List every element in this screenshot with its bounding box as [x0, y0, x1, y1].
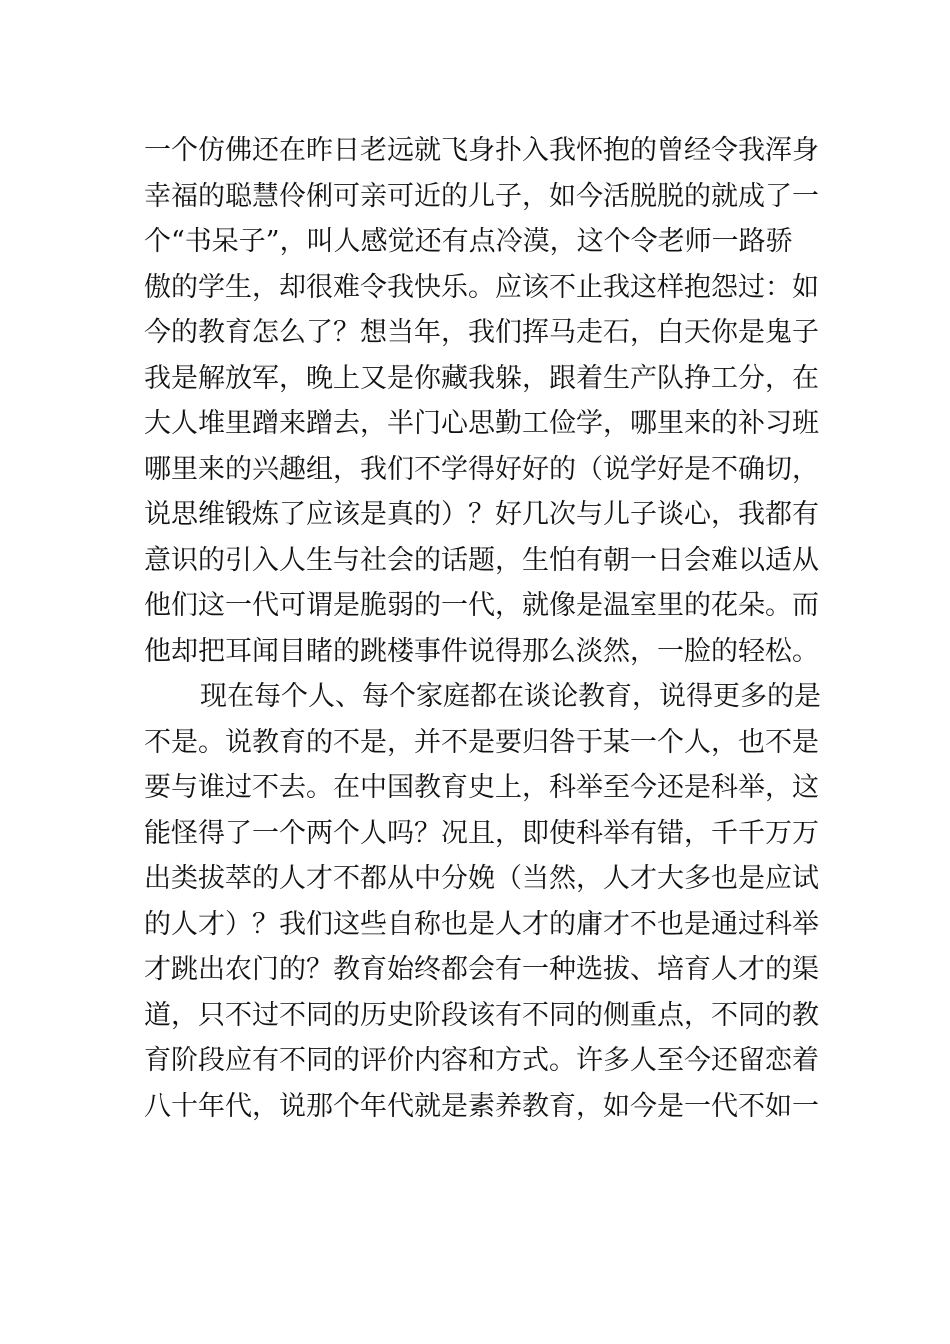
- text-line: 个“书呆子”，叫人感觉还有点冷漠，这个令老师一路骄: [144, 226, 793, 257]
- text-line: 能怪得了一个两个人吗？况且，即使科举有错，千千万万: [144, 817, 819, 849]
- text-line: 才跳出农门的？教育始终都会有一种选拔、培育人才的渠: [144, 954, 819, 985]
- text-line: 傲的学生，却很难令我快乐。应该不止我这样抱怨过：如: [144, 271, 819, 303]
- text-line: 出类拔萃的人才不都从中分娩（当然，人才大多也是应试: [144, 863, 819, 894]
- text-line: 的人才）？我们这些自称也是人才的庸才不也是通过科举: [144, 908, 819, 940]
- text-line: 道，只不过不同的历史阶段该有不同的侧重点，不同的教: [144, 999, 819, 1031]
- body-text: [144, 128, 821, 1129]
- text-line: 大人堆里蹭来蹭去，半门心思勤工俭学，哪里来的补习班: [144, 408, 819, 439]
- text-line: 今的教育怎么了？想当年，我们挥马走石，白天你是鬼子: [144, 317, 819, 348]
- text-line: 意识的引入人生与社会的话题，生怕有朝一日会难以适从: [144, 544, 819, 576]
- text-line: 不是。说教育的不是，并不是要归咎于某一个人，也不是: [144, 726, 819, 758]
- text-line: 哪里来的兴趣组，我们不学得好好的（说学好是不确切，: [144, 453, 819, 485]
- text-line: 要与谁过不去。在中国教育史上，科举至今还是科举，这: [144, 772, 819, 803]
- text-line: 我是解放军，晚上又是你藏我躲，跟着生产队挣工分，在: [144, 362, 819, 394]
- text-line: 幸福的聪慧伶俐可亲可近的儿子，如今活脱脱的就成了一: [144, 180, 819, 212]
- text-line: 八十年代，说那个年代就是素养教育，如今是一代不如一: [144, 1090, 819, 1122]
- text-line: 育阶段应有不同的评价内容和方式。许多人至今还留恋着: [144, 1045, 819, 1076]
- text-line: 说思维锻炼了应该是真的）？好几次与儿子谈心，我都有: [144, 499, 819, 530]
- text-line: 一个仿佛还在昨日老远就飞身扑入我怀抱的曾经令我浑身: [144, 135, 819, 166]
- paragraph-start-line: 现在每个人、每个家庭都在谈论教育，说得更多的是: [200, 681, 821, 712]
- text-line: 他们这一代可谓是脆弱的一代，就像是温室里的花朵。而: [144, 590, 819, 621]
- text-line: 他却把耳闻目睹的跳楼事件说得那么淡然，一脸的轻松。: [144, 635, 819, 667]
